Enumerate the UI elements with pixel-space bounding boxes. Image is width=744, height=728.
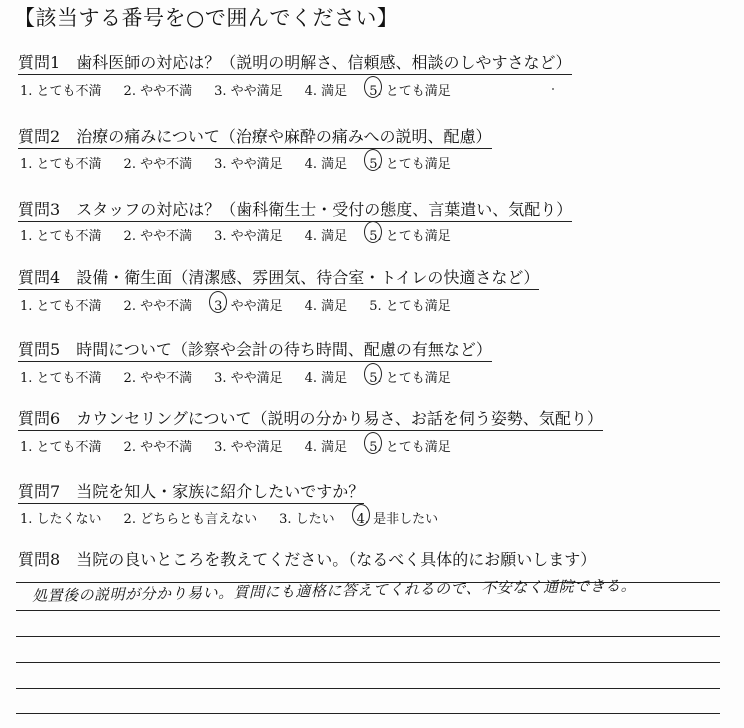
question-5-option-4[interactable]: 4. 満足 xyxy=(304,371,348,386)
question-5-title xyxy=(18,337,492,362)
question-7-text: 当院を知人・家族に紹介したいですか？ xyxy=(76,482,365,501)
selection-circle xyxy=(352,504,370,526)
question-1-option-4[interactable]: 4. 満足 xyxy=(304,84,348,99)
question-6-option-3[interactable]: 3. やや満足 xyxy=(214,440,283,455)
question-6-option-2[interactable]: 2. やや不満 xyxy=(123,440,193,455)
question-1-title xyxy=(18,50,572,75)
question-5-option-5[interactable]: 5. とても満足 xyxy=(369,367,451,386)
answer-line-3 xyxy=(16,636,720,637)
question-1-number: 質問1 xyxy=(18,53,61,72)
question-2-text: 治療の痛みについて（治療や麻酔の痛みへの説明、配慮） xyxy=(76,127,492,146)
question-8-number: 質問8 xyxy=(18,550,61,569)
question-3-option-2[interactable]: 2. やや不満 xyxy=(123,229,193,244)
selection-circle xyxy=(364,432,382,454)
survey-header: 【該当する番号を○で囲んでください】 xyxy=(14,6,399,30)
question-3-text: スタッフの対応は？（歯科衛生士・受付の態度、言葉遣い、気配り） xyxy=(76,200,573,219)
selection-circle xyxy=(209,291,227,313)
question-7-option-1[interactable]: 1. したくない xyxy=(20,512,102,527)
question-7-number: 質問7 xyxy=(18,482,61,501)
question-4-option-2[interactable]: 2. やや不満 xyxy=(123,299,193,314)
question-3-option-1[interactable]: 1. とても不満 xyxy=(20,229,102,244)
question-8-text: 当院の良いところを教えてください。（なるべく具体的にお願いします） xyxy=(76,550,597,569)
question-1-option-3[interactable]: 3. やや満足 xyxy=(214,84,283,99)
question-5-option-3[interactable]: 3. やや満足 xyxy=(214,371,283,386)
question-4-number: 質問4 xyxy=(18,268,61,287)
question-4-option-1[interactable]: 1. とても不満 xyxy=(20,299,102,314)
answer-line-4 xyxy=(16,662,720,663)
handwritten-answer[interactable]: 処置後の説明が分かり易い。質問にも適格に答えてくれるので、不安なく通院できる。 xyxy=(31,576,637,605)
question-5-options xyxy=(20,367,473,386)
question-3-options xyxy=(20,225,473,244)
question-1-options xyxy=(20,80,473,99)
selection-circle xyxy=(364,363,382,385)
question-4-option-3[interactable]: 3. やや満足 xyxy=(214,295,283,314)
question-4-option-4[interactable]: 4. 満足 xyxy=(304,299,348,314)
question-4-option-5[interactable]: 5. とても満足 xyxy=(369,299,451,314)
answer-line-5 xyxy=(16,688,720,689)
question-7-options xyxy=(20,508,460,527)
question-2-title xyxy=(18,124,492,149)
question-4-title xyxy=(18,265,539,290)
question-7-title xyxy=(18,479,364,504)
selection-circle xyxy=(364,149,382,171)
question-6-option-5[interactable]: 5. とても満足 xyxy=(369,436,451,455)
question-1-option-2[interactable]: 2. やや不満 xyxy=(123,84,193,99)
question-4-text: 設備・衛生面（清潔感、雰囲気、待合室・トイレの快適さなど） xyxy=(76,268,540,287)
question-3-title xyxy=(18,197,572,222)
selection-circle xyxy=(364,76,382,98)
question-5-number: 質問5 xyxy=(18,340,61,359)
question-1-option-5[interactable]: 5. とても満足 xyxy=(369,80,451,99)
question-6-text: カウンセリングについて（説明の分かり易さ、お話を伺う姿勢、気配り） xyxy=(76,409,603,428)
question-8-title xyxy=(18,547,596,570)
question-3-number: 質問3 xyxy=(18,200,61,219)
question-6-option-4[interactable]: 4. 満足 xyxy=(304,440,348,455)
question-5-text: 時間について（診察や会計の待ち時間、配慮の有無など） xyxy=(76,340,492,359)
selection-circle xyxy=(364,221,382,243)
question-7-option-4[interactable]: 4. 是非したい xyxy=(357,508,439,527)
question-2-option-5[interactable]: 5. とても満足 xyxy=(369,153,451,172)
question-2-option-3[interactable]: 3. やや満足 xyxy=(214,157,283,172)
question-6-number: 質問6 xyxy=(18,409,61,428)
answer-line-2 xyxy=(16,610,720,611)
scan-speck xyxy=(552,88,554,90)
question-6-option-1[interactable]: 1. とても不満 xyxy=(20,440,102,455)
question-3-option-5[interactable]: 5. とても満足 xyxy=(369,225,451,244)
question-1-text: 歯科医師の対応は？（説明の明解さ、信頼感、相談のしやすさなど） xyxy=(76,53,572,72)
question-7-option-2[interactable]: 2. どちらとも言えない xyxy=(123,512,258,527)
question-5-option-1[interactable]: 1. とても不満 xyxy=(20,371,102,386)
question-5-option-2[interactable]: 2. やや不満 xyxy=(123,371,193,386)
answer-line-6 xyxy=(16,713,720,714)
question-7-option-3[interactable]: 3. したい xyxy=(279,512,335,527)
question-3-option-4[interactable]: 4. 満足 xyxy=(304,229,348,244)
question-2-option-1[interactable]: 1. とても不満 xyxy=(20,157,102,172)
question-1-option-1[interactable]: 1. とても不満 xyxy=(20,84,102,99)
question-6-options xyxy=(20,436,473,455)
question-2-option-2[interactable]: 2. やや不満 xyxy=(123,157,193,172)
question-2-number: 質問2 xyxy=(18,127,61,146)
question-2-options xyxy=(20,153,473,172)
question-6-title xyxy=(18,406,603,431)
question-4-options xyxy=(20,295,473,314)
question-2-option-4[interactable]: 4. 満足 xyxy=(304,157,348,172)
question-3-option-3[interactable]: 3. やや満足 xyxy=(214,229,283,244)
